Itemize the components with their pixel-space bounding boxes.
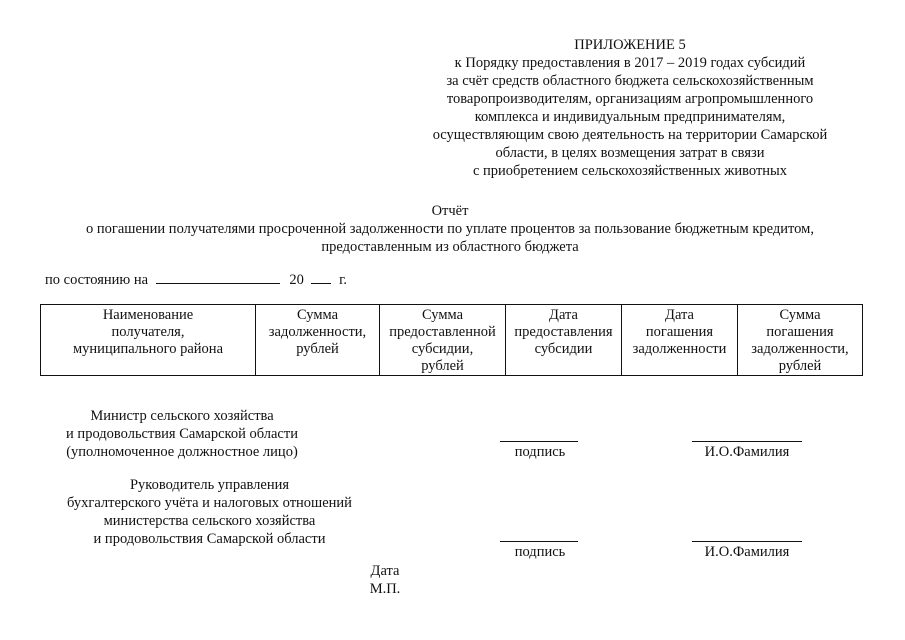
header-text: Сумма	[296, 307, 339, 323]
position-line: и продовольствия Самарской области	[93, 531, 326, 547]
column-header-debt-amount	[256, 305, 380, 376]
column-header-subsidy-amount	[380, 305, 506, 376]
position-line: (уполномоченное должностное лицо)	[66, 444, 298, 460]
name-line[interactable]	[692, 441, 802, 442]
appendix-line: за счёт средств областного бюджета сельскохозяйственным	[446, 73, 814, 89]
name-caption: И.О.Фамилия	[704, 444, 790, 460]
header-text: рублей	[296, 341, 339, 357]
report-subtitle-line: предоставленным из областного бюджета	[321, 239, 579, 255]
table-header-row	[41, 305, 863, 376]
year-prefix: 20	[289, 272, 304, 288]
report-subtitle-line: о погашении получателями просроченной задолженности по уплате процентов за пользование бюджетным кредитом,	[86, 221, 814, 237]
report-table	[40, 304, 863, 376]
column-header-recipient	[41, 305, 256, 376]
header-text: муниципального района	[73, 341, 223, 357]
header-text: получателя,	[111, 324, 185, 340]
header-text: субсидии	[534, 341, 593, 357]
signature-caption: подпись	[514, 444, 566, 460]
as-of-label: по состоянию на	[45, 272, 149, 288]
header-text: Сумма	[421, 307, 464, 323]
column-header-repayment-amount	[738, 305, 863, 376]
header-text: предоставления	[514, 324, 613, 340]
position-line: и продовольствия Самарской области	[66, 426, 298, 442]
name-caption: И.О.Фамилия	[704, 544, 790, 560]
header-text: предоставленной	[389, 324, 496, 340]
position-line: Руководитель управления	[129, 477, 290, 493]
header-text: задолженности,	[751, 341, 849, 357]
as-of-date-line	[45, 270, 347, 289]
header-text: погашения	[645, 324, 714, 340]
position-line: министерства сельского хозяйства	[103, 513, 316, 529]
header-text: Наименование	[102, 307, 194, 323]
appendix-title: ПРИЛОЖЕНИЕ 5	[574, 37, 686, 53]
report-title: Отчёт	[431, 203, 469, 219]
header-text: Дата	[549, 307, 578, 323]
appendix-line: осуществляющим свою деятельность на территории Самарской	[432, 127, 828, 143]
appendix-line: товаропроизводителям, организациям агропромышленного	[446, 91, 814, 107]
date-label: Дата	[370, 563, 400, 579]
header-text: Сумма	[779, 307, 821, 323]
header-text: погашения	[766, 324, 834, 340]
appendix-line: к Порядку предоставления в 2017 – 2019 годах субсидий	[454, 55, 806, 71]
signatory-position-accounting-head	[42, 476, 377, 548]
header-text: задолженности,	[268, 324, 367, 340]
year-suffix: г.	[339, 272, 348, 288]
signature-line[interactable]	[500, 541, 578, 542]
position-line: бухгалтерского учёта и налоговых отношений	[67, 495, 352, 511]
header-text: рублей	[421, 358, 464, 374]
signature-caption: подпись	[514, 544, 566, 560]
header-text: рублей	[778, 358, 822, 374]
name-line[interactable]	[692, 541, 802, 542]
signature-line[interactable]	[500, 441, 578, 442]
header-text: задолженности	[632, 341, 727, 357]
appendix-line: области, в целях возмещения затрат в связи	[495, 145, 765, 161]
column-header-repayment-date	[622, 305, 738, 376]
date-blank[interactable]	[156, 270, 280, 284]
report-heading	[20, 202, 880, 256]
header-text: субсидии,	[411, 341, 474, 357]
appendix-header	[410, 36, 850, 180]
stamp-label: М.П.	[369, 581, 401, 597]
header-text: Дата	[665, 307, 694, 323]
year-blank[interactable]	[311, 270, 331, 284]
appendix-line: с приобретением сельскохозяйственных животных	[472, 163, 788, 179]
column-header-subsidy-date	[506, 305, 622, 376]
appendix-line: комплекса и индивидуальным предпринимателям,	[474, 109, 786, 125]
signatory-position-minister	[42, 407, 322, 461]
position-line: Министр сельского хозяйства	[90, 408, 274, 424]
date-stamp-block	[330, 562, 440, 598]
